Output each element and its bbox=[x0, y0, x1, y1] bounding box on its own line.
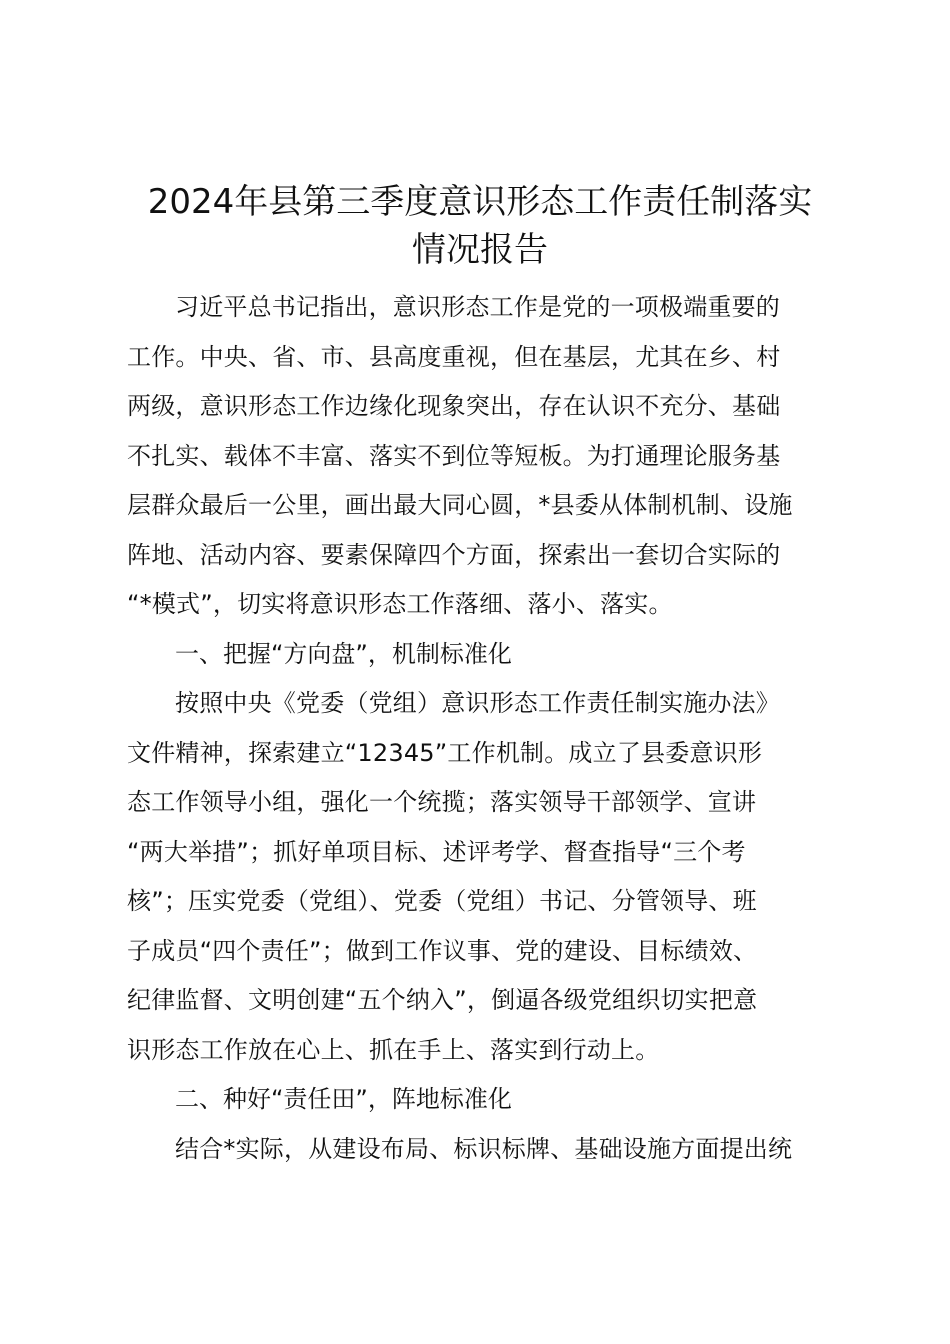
text-line: 文件精神，探索建立“12345”工作机制。成立了县委意识形 bbox=[127, 738, 763, 767]
document-body bbox=[127, 283, 833, 1174]
text-line: 习近平总书记指出，意识形态工作是党的一项极端重要的 bbox=[175, 293, 780, 321]
text-line: 纪律监督、文明创建“五个纳入”，倒逼各级党组织切实把意 bbox=[127, 986, 758, 1014]
text-line: 阵地、活动内容、要素保障四个方面，探索出一套切合实际的 bbox=[127, 540, 781, 569]
document-title bbox=[110, 178, 850, 274]
text-line: 两级，意识形态工作边缘化现象突出，存在认识不充分、基础 bbox=[127, 392, 781, 420]
text-line: 核”；压实党委（党组）、党委（党组）书记、分管领导、班 bbox=[127, 887, 757, 915]
section-heading-2: 二、种好“责任田”，阵地标准化 bbox=[175, 1085, 512, 1113]
section-1-paragraph bbox=[127, 679, 833, 1075]
intro-paragraph bbox=[127, 283, 833, 630]
text-line: 层群众最后一公里，画出最大同心圆，*县委从体制机制、设施 bbox=[127, 491, 793, 519]
text-line: “两大举措”；抓好单项目标、述评考学、督查指导“三个考 bbox=[127, 837, 746, 866]
text-line: 态工作领导小组，强化一个统揽；落实领导干部领学、宣讲 bbox=[127, 788, 757, 816]
text-line: 工作。中央、省、市、县高度重视，但在基层，尤其在乡、村 bbox=[127, 342, 781, 371]
text-line: 按照中央《党委（党组）意识形态工作责任制实施办法》 bbox=[175, 689, 780, 717]
text-line: 子成员“四个责任”；做到工作议事、党的建设、目标绩效、 bbox=[127, 936, 758, 965]
text-line: 不扎实、载体不丰富、落实不到位等短板。为打通理论服务基 bbox=[127, 441, 781, 470]
text-line: 识形态工作放在心上、抓在手上、落实到行动上。 bbox=[127, 1035, 660, 1064]
title-line: 情况报告 bbox=[412, 230, 548, 270]
title-line: 2024年县第三季度意识形态工作责任制落实 bbox=[147, 182, 813, 222]
section-2-paragraph bbox=[127, 1125, 833, 1175]
text-line: “*模式”，切实将意识形态工作落细、落小、落实。 bbox=[127, 590, 673, 618]
text-line: 结合*实际，从建设布局、标识标牌、基础设施方面提出统 bbox=[175, 1134, 793, 1163]
section-heading-1: 一、把握“方向盘”，机制标准化 bbox=[175, 639, 512, 668]
